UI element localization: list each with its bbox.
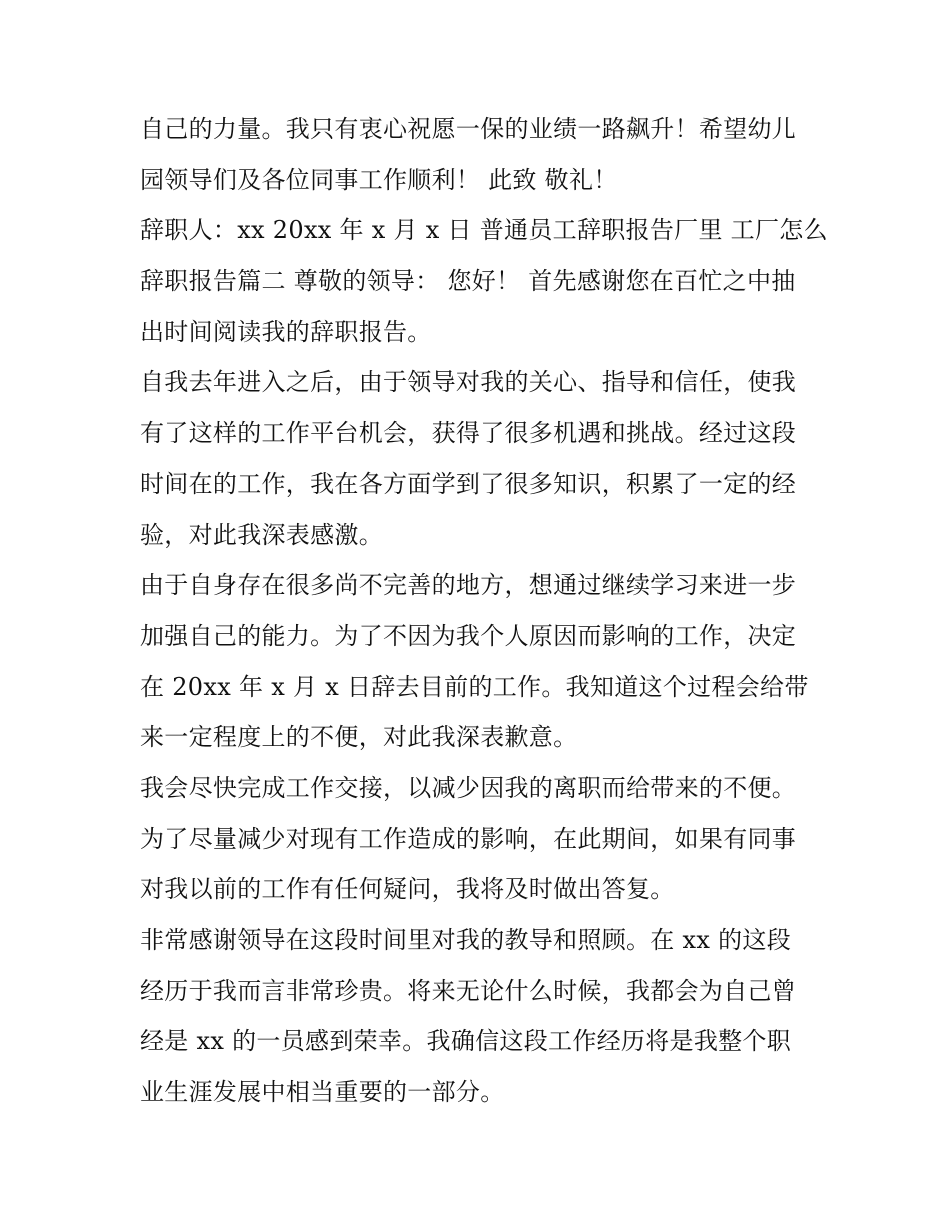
text-line: 在 20xx 年 x 月 x 日辞去目前的工作。我知道这个过程会给带 bbox=[140, 672, 809, 701]
text-line: 来一定程度上的不便，对此我深表歉意。 bbox=[140, 723, 578, 752]
text-line: 由于自身存在很多尚不完善的地方，想通过继续学习来进一步 bbox=[140, 571, 797, 600]
text-line: 自己的力量。我只有衷心祝愿一保的业绩一路飙升！希望幼儿 bbox=[140, 115, 797, 143]
text-line: 园领导们及各位同事工作顺利！ 此致 敬礼！ bbox=[140, 165, 618, 194]
text-line: 辞职人：xx 20xx 年 x 月 x 日 普通员工辞职报告厂里 工厂怎么 bbox=[140, 216, 828, 245]
text-line: 自我去年进入之后，由于领导对我的关心、指导和信任，使我 bbox=[140, 368, 797, 397]
text-line: 辞职报告篇二 尊敬的领导： 您好！ 首先感谢您在百忙之中抽 bbox=[140, 267, 796, 296]
text-line: 为了尽量减少对现有工作造成的影响，在此期间，如果有同事 bbox=[140, 824, 797, 853]
text-line: 加强自己的能力。为了不因为我个人原因而影响的工作，决定 bbox=[140, 621, 797, 650]
document-body bbox=[140, 104, 828, 1118]
text-line: 业生涯发展中相当重要的一部分。 bbox=[140, 1078, 505, 1107]
text-line: 经是 xx 的一员感到荣幸。我确信这段工作经历将是我整个职 bbox=[140, 1027, 792, 1056]
text-line: 经历于我而言非常珍贵。将来无论什么时候，我都会为自己曾 bbox=[140, 976, 797, 1005]
text-line: 对我以前的工作有任何疑问，我将及时做出答复。 bbox=[140, 875, 675, 904]
text-line: 验，对此我深表感激。 bbox=[140, 520, 383, 549]
text-line: 我会尽快完成工作交接，以减少因我的离职而给带来的不便。 bbox=[140, 773, 797, 802]
text-line: 出时间阅读我的辞职报告。 bbox=[140, 317, 432, 346]
text-line: 时间在的工作，我在各方面学到了很多知识，积累了一定的经 bbox=[140, 469, 797, 498]
text-line: 非常感谢领导在这段时间里对我的教导和照顾。在 xx 的这段 bbox=[140, 926, 792, 954]
text-line: 有了这样的工作平台机会，获得了很多机遇和挑战。经过这段 bbox=[140, 419, 797, 448]
